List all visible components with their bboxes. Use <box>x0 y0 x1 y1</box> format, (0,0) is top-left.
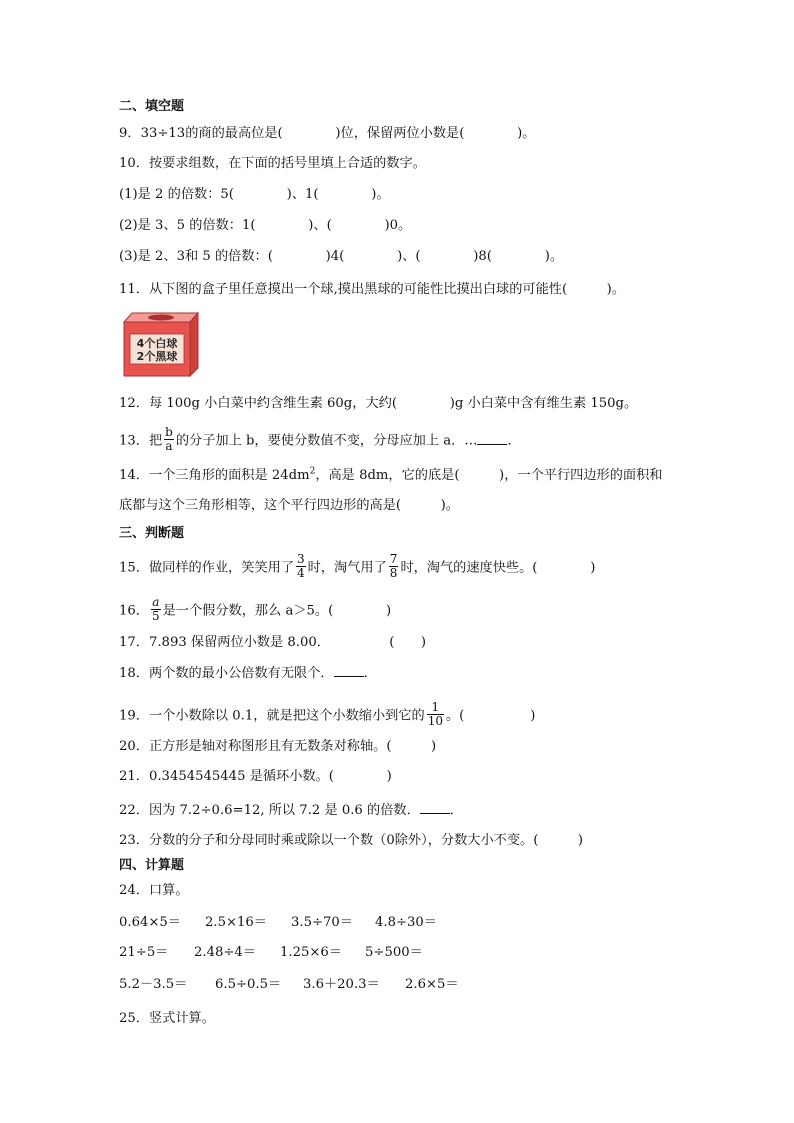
q19-prefix: 19．一个小数除以 0.1，就是把这个小数缩小到它的 <box>119 708 425 724</box>
q13-text: 的分子加上 b，要使分数值不变，分母应加上 a．… <box>175 433 478 449</box>
fraction-numerator: 7 <box>389 552 398 566</box>
calc-item: 2.6×5＝ <box>405 977 459 992</box>
q15-suffix: 时，淘气的速度快些。( ) <box>400 560 596 576</box>
section-title-calc: 四、计算题 <box>119 858 185 873</box>
q19-suffix: 。( ) <box>445 708 536 724</box>
question-13 <box>119 425 521 454</box>
question-9: 9．33÷13的商的最高位是( )位，保留两位小数是( )。 <box>119 126 536 141</box>
fraction-numerator: b <box>165 425 173 439</box>
box-side <box>190 313 198 376</box>
q14-prefix: 14．一个三角形的面积是 24dm <box>119 468 310 483</box>
question-20: 20．正方形是轴对称图形且有无数条对称轴。( ) <box>119 739 437 754</box>
box-opening <box>148 315 174 321</box>
q15-prefix: 15．做同样的作业，笑笑用了 <box>119 560 295 576</box>
q16-prefix: 16． <box>119 603 149 619</box>
calc-item: 1.25×6＝ <box>280 945 342 960</box>
calc-item: 4.8÷30＝ <box>375 915 437 930</box>
fraction-denominator: 4 <box>297 565 305 580</box>
question-11: 11．从下图的盒子里任意摸出一个球,摸出黑球的可能性比摸出白球的可能性( )。 <box>119 282 626 297</box>
q16-suffix: 是一个假分数，那么 a＞5。( ) <box>162 603 392 619</box>
calc-item: 5.2－3.5＝ <box>119 977 188 992</box>
fraction-denominator: 8 <box>389 565 398 580</box>
question-10-part-2: (2)是 3、5 的倍数：1( )、( )0。 <box>119 218 412 233</box>
question-24: 24．口算。 <box>119 883 189 898</box>
fraction-3-4 <box>296 553 306 579</box>
calc-item: 0.64×5＝ <box>119 915 181 930</box>
calc-item: 3.6＋20.3＝ <box>303 977 380 992</box>
answer-blank[interactable] <box>334 666 364 677</box>
question-18 <box>119 666 377 680</box>
box-label-white: 4个白球 <box>136 337 178 350</box>
question-17: 17．7.893 保留两位小数是 8.00． ( ) <box>119 635 426 650</box>
question-21: 21．0.3454545445 是循环小数。( ) <box>119 769 392 784</box>
question-10: 10．按要求组数，在下面的括号里填上合适的数字。 <box>119 156 426 171</box>
fraction-numerator: 3 <box>297 552 305 566</box>
q14-superscript: 2 <box>309 466 316 477</box>
question-14 <box>119 466 663 483</box>
question-15 <box>119 552 596 581</box>
q14-text: ，高是 8dm，它的底是( )，一个平行四边形的面积和 <box>315 468 663 483</box>
q18-end: ． <box>363 666 377 681</box>
calc-row-2 <box>119 946 449 959</box>
ball-box-illustration <box>122 312 204 378</box>
q13-prefix: 13．把 <box>119 433 163 449</box>
section-title-judge: 三、判断题 <box>119 526 185 541</box>
answer-blank[interactable] <box>420 803 450 814</box>
question-25: 25．竖式计算。 <box>119 1011 215 1026</box>
answer-blank[interactable] <box>477 434 507 445</box>
q22-text: 22．因为 7.2÷0.6=12, 所以 7.2 是 0.6 的倍数． <box>119 803 420 818</box>
question-10-part-1: (1)是 2 的倍数：5( )、1( )。 <box>119 187 390 202</box>
box-label-black: 2个黑球 <box>136 350 178 363</box>
calc-item: 2.5×16＝ <box>205 915 267 930</box>
calc-item: 2.48÷4＝ <box>194 945 256 960</box>
fraction-b-over-a <box>164 426 174 452</box>
question-22 <box>119 803 463 817</box>
question-12: 12．每 100g 小白菜中约含维生素 60g，大约( )g 小白菜中含有维生素 150g。 <box>119 396 638 411</box>
calc-item: 3.5÷70＝ <box>291 915 353 930</box>
fraction-1-over-10 <box>427 701 444 727</box>
fraction-a-over-5 <box>151 596 161 622</box>
question-19 <box>119 700 536 729</box>
section-title-fill: 二、填空题 <box>119 99 185 114</box>
calc-item: 21÷5＝ <box>119 945 169 960</box>
q18-text: 18．两个数的最小公倍数有无限个． <box>119 666 334 681</box>
fraction-denominator: 5 <box>151 608 160 623</box>
question-10-part-3: (3)是 2、3和 5 的倍数：( )4( )、( )8( )。 <box>119 249 564 264</box>
question-23: 23．分数的分子和分母同时乘或除以一个数（0除外），分数大小不变。( ) <box>119 833 584 848</box>
fraction-7-8 <box>389 553 399 579</box>
calc-row-3 <box>119 978 485 991</box>
q13-end: ． <box>507 433 521 449</box>
q22-end: ． <box>449 803 463 818</box>
q15-middle: 时，淘气用了 <box>307 560 387 576</box>
calc-row-1 <box>119 916 459 929</box>
fraction-numerator: a <box>152 595 160 609</box>
fraction-denominator: 10 <box>427 713 443 728</box>
question-16 <box>119 595 392 624</box>
calc-item: 6.5÷0.5＝ <box>215 977 282 992</box>
fraction-numerator: 1 <box>431 700 440 714</box>
fraction-denominator: a <box>165 438 173 453</box>
calc-item: 5÷500＝ <box>365 945 423 960</box>
question-14-continued: 底都与这个三角形相等，这个平行四边形的高是( )。 <box>119 498 459 513</box>
